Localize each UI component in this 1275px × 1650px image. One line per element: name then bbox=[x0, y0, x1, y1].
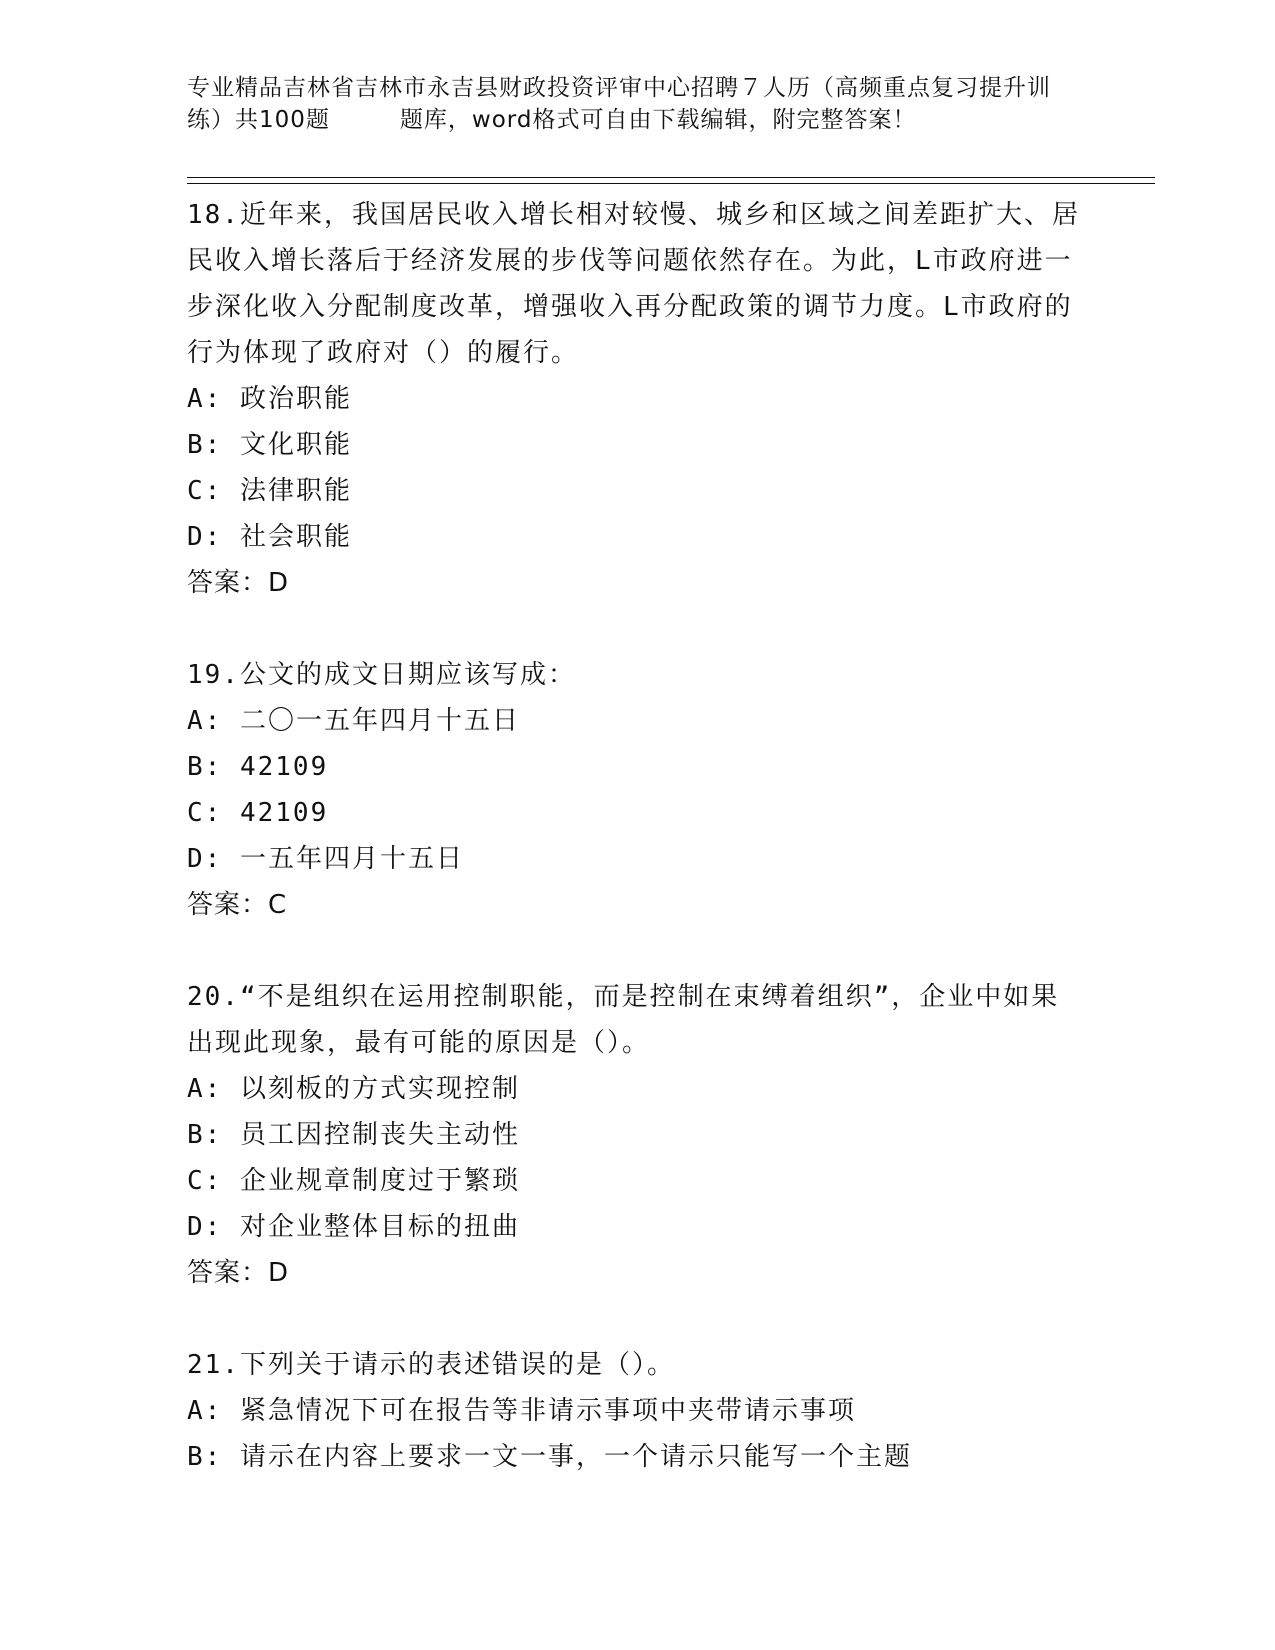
question-18 bbox=[187, 192, 1087, 606]
option-c: C: 企业规章制度过于繁琐 bbox=[187, 1166, 520, 1196]
option-b: B: 文化职能 bbox=[187, 430, 352, 460]
question-stem: 19.公文的成文日期应该写成： bbox=[187, 660, 576, 690]
header-rule-bottom bbox=[187, 183, 1155, 184]
question-20 bbox=[187, 974, 1087, 1296]
question-stem: 18.近年来，我国居民收入增长相对较慢、城乡和区域之间差距扩大、居民收入增长落后于经济发展的步伐等问题依然存在。为此，L市政府进一步深化收入分配制度改革，增强收入再分配政策的调节力度。L市政府的行为体现了政府对（）的履行。 bbox=[187, 200, 1080, 368]
option-d: D: 一五年四月十五日 bbox=[187, 844, 464, 874]
option-a: A: 政治职能 bbox=[187, 384, 352, 414]
option-b: B: 请示在内容上要求一文一事，一个请示只能写一个主题 bbox=[187, 1442, 912, 1472]
header-line-2-left: 练）共100题 bbox=[187, 107, 330, 133]
question-stem: 21.下列关于请示的表述错误的是（）。 bbox=[187, 1350, 675, 1380]
option-b: B: 员工因控制丧失主动性 bbox=[187, 1120, 520, 1150]
option-a: A: 以刻板的方式实现控制 bbox=[187, 1074, 520, 1104]
answer: 答案：C bbox=[187, 890, 288, 920]
option-a: A: 紧急情况下可在报告等非请示事项中夹带请示事项 bbox=[187, 1396, 856, 1426]
answer: 答案：D bbox=[187, 568, 290, 598]
question-stem: 20.“不是组织在运用控制职能，而是控制在束缚着组织”，企业中如果出现此现象，最有可能的原因是（）。 bbox=[187, 982, 1060, 1058]
header-line-2 bbox=[187, 104, 1097, 136]
option-d: D: 社会职能 bbox=[187, 522, 352, 552]
question-21 bbox=[187, 1342, 1087, 1480]
question-19 bbox=[187, 652, 1087, 928]
answer: 答案：D bbox=[187, 1258, 290, 1288]
option-b: B: 42109 bbox=[187, 752, 329, 782]
header-line-2-right: 题库，word格式可自由下载编辑，附完整答案！ bbox=[399, 107, 917, 133]
question-list bbox=[187, 192, 1087, 1526]
option-d: D: 对企业整体目标的扭曲 bbox=[187, 1212, 520, 1242]
option-c: C: 法律职能 bbox=[187, 476, 352, 506]
option-a: A: 二〇一五年四月十五日 bbox=[187, 706, 520, 736]
page-header bbox=[187, 72, 1097, 136]
header-rule-top bbox=[187, 177, 1155, 178]
option-c: C: 42109 bbox=[187, 798, 329, 828]
header-line-1: 专业精品吉林省吉林市永吉县财政投资评审中心招聘７人历（高频重点复习提升训 bbox=[187, 75, 1051, 101]
